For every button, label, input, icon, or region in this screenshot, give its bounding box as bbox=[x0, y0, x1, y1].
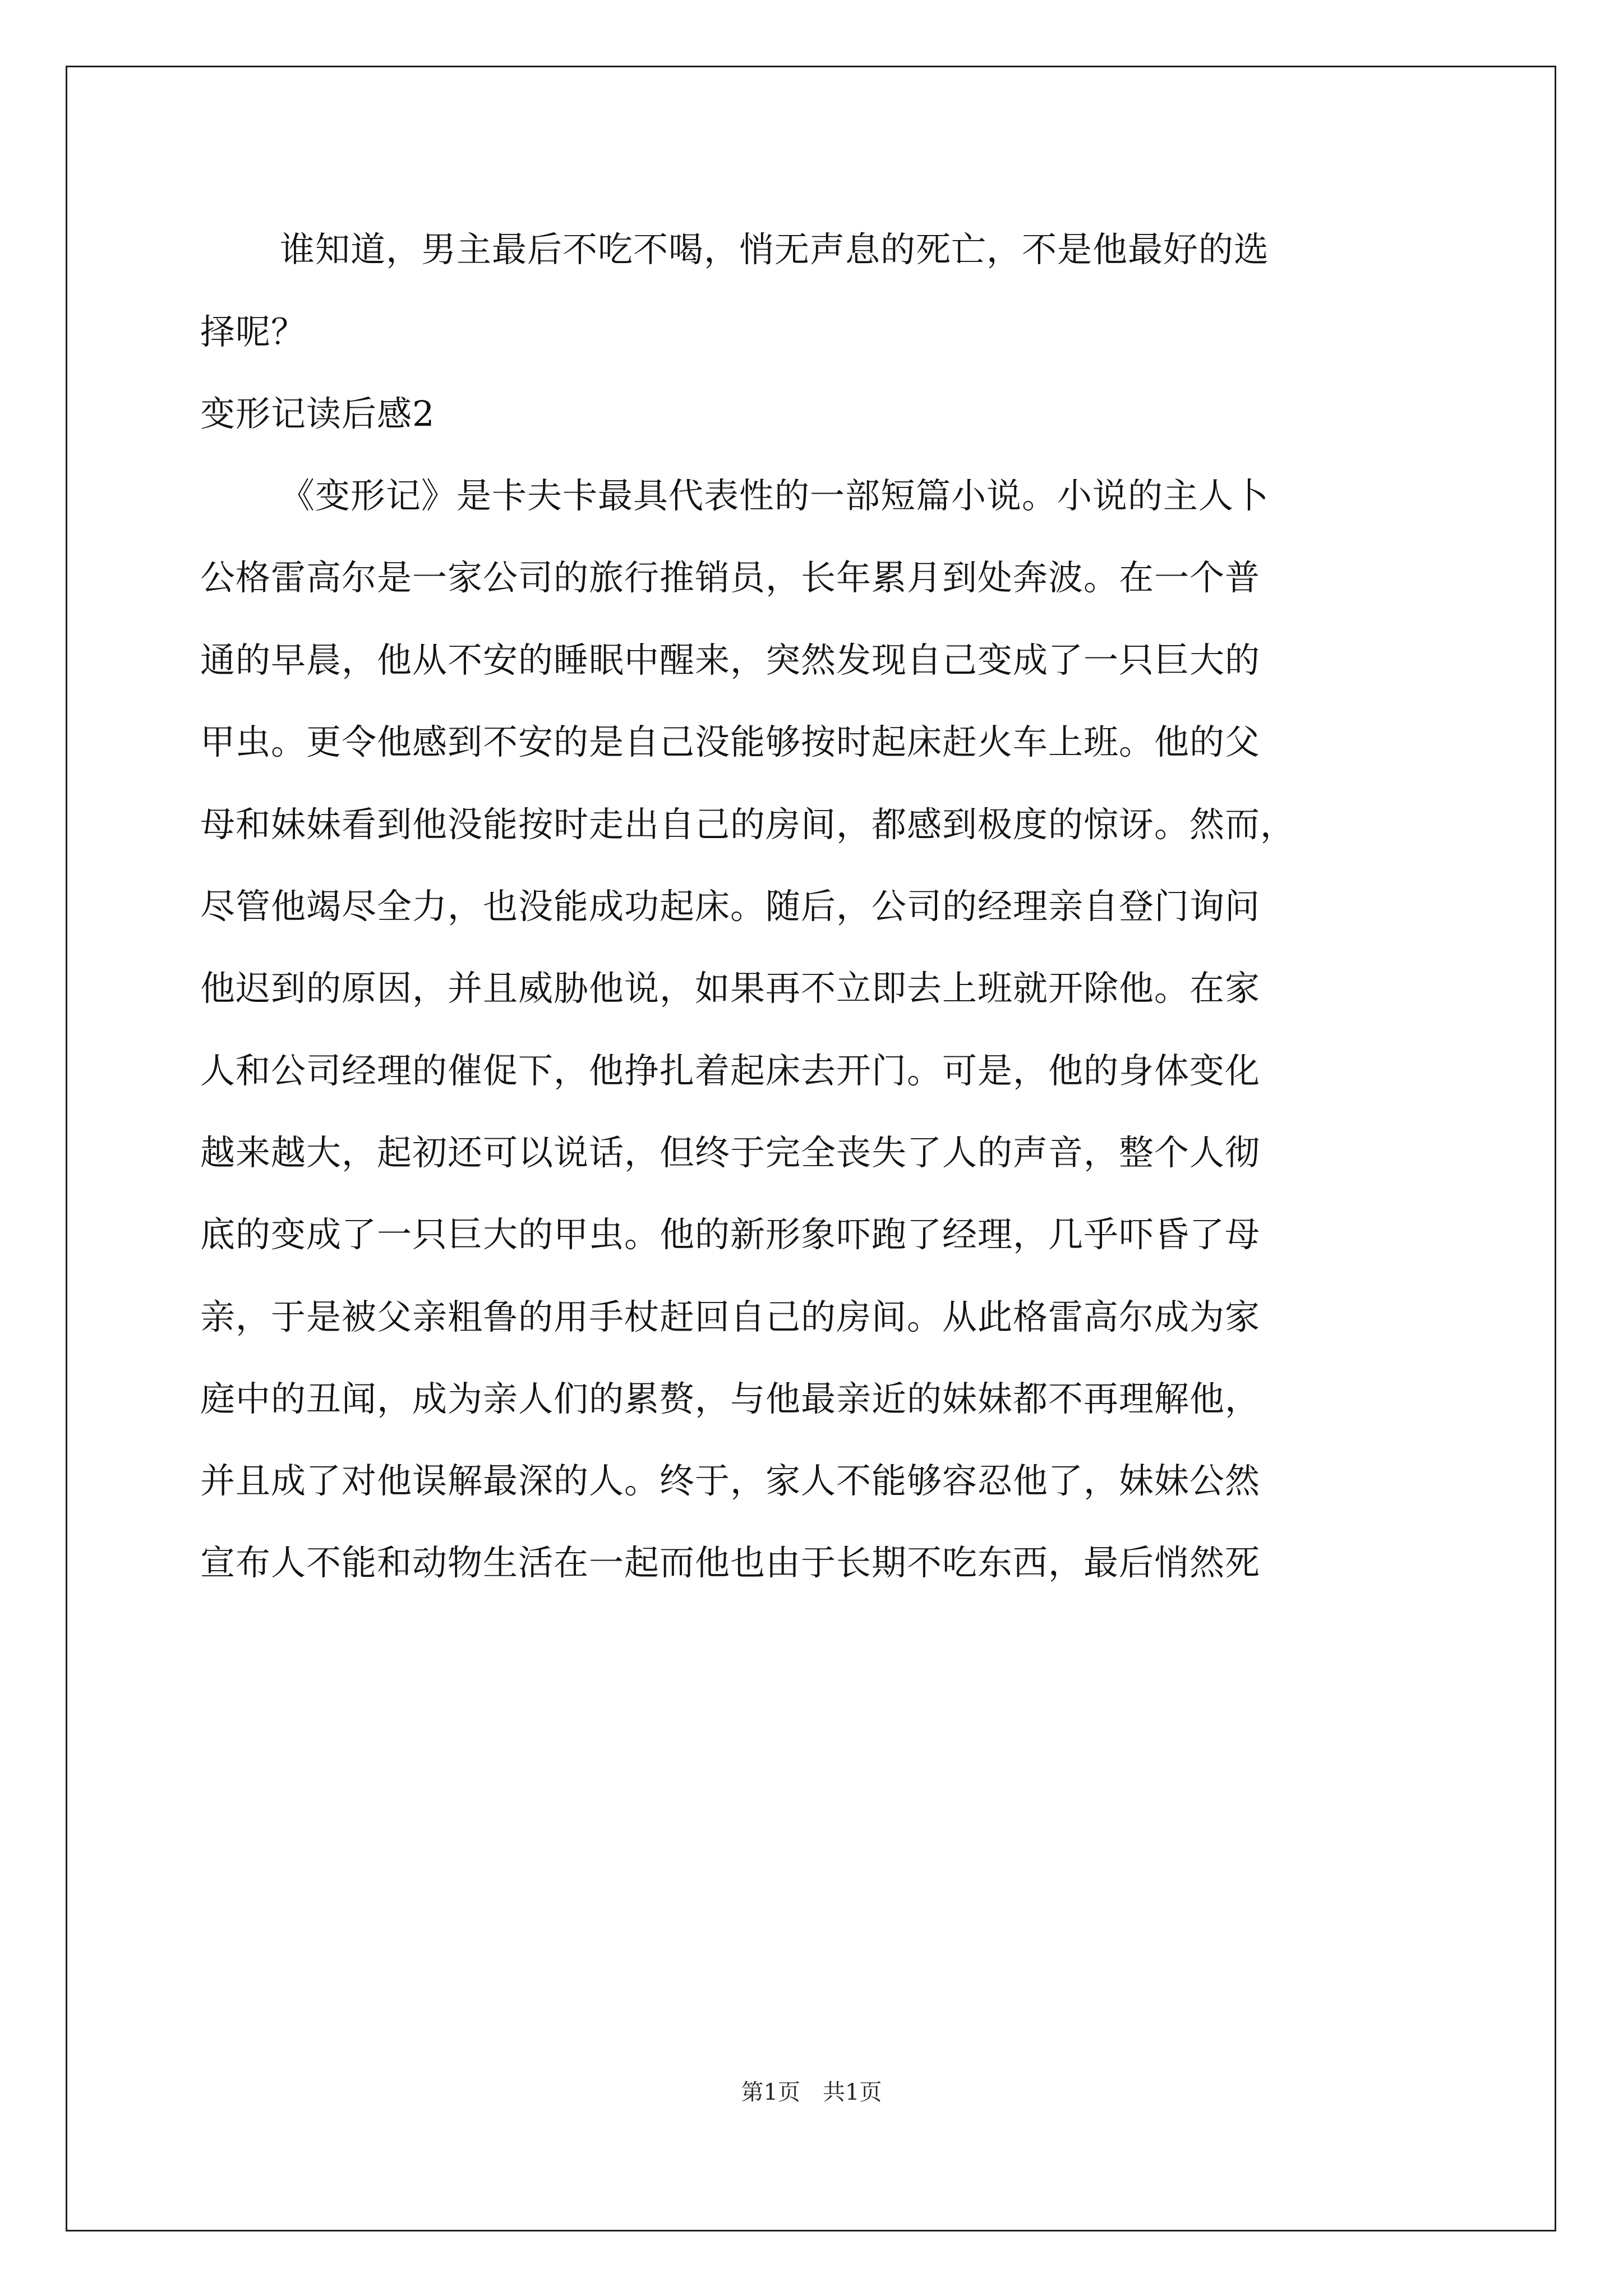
paragraph-line: 人和公司经理的催促下，他挣扎着起床去开门。可是，他的身体变化 bbox=[200, 1050, 1261, 1091]
paragraph-line: 公格雷高尔是一家公司的旅行推销员，长年累月到处奔波。在一个普 bbox=[200, 557, 1261, 598]
paragraph-line: 谁知道，男主最后不吃不喝，悄无声息的死亡，不是他最好的选 bbox=[280, 229, 1270, 270]
paragraph-line: 庭中的丑闻，成为亲人们的累赘，与他最亲近的妹妹都不再理解他， bbox=[200, 1378, 1261, 1419]
paragraph-line: 母和妹妹看到他没能按时走出自己的房间，都感到极度的惊讶。然而， bbox=[200, 804, 1296, 845]
paragraph-line: 亲，于是被父亲粗鲁的用手杖赶回自己的房间。从此格雷高尔成为家 bbox=[200, 1296, 1261, 1337]
section-heading: 变形记读后感2 bbox=[200, 393, 435, 434]
paragraph-line: 他迟到的原因，并且威胁他说，如果再不立即去上班就开除他。在家 bbox=[200, 968, 1261, 1009]
paragraph-line: 通的早晨，他从不安的睡眠中醒来，突然发现自己变成了一只巨大的 bbox=[200, 639, 1261, 680]
page-footer: 第1页 共1页 bbox=[741, 2079, 882, 2105]
paragraph-line: 甲虫。更令他感到不安的是自己没能够按时起床赶火车上班。他的父 bbox=[200, 721, 1261, 762]
paragraph-line: 《变形记》是卡夫卡最具代表性的一部短篇小说。小说的主人卜 bbox=[280, 475, 1270, 516]
paragraph-line: 底的变成了一只巨大的甲虫。他的新形象吓跑了经理，几乎吓昏了母 bbox=[200, 1214, 1261, 1255]
paragraph-line: 越来越大，起初还可以说话，但终于完全丧失了人的声音，整个人彻 bbox=[200, 1132, 1261, 1173]
paragraph-line: 宣布人不能和动物生活在一起而他也由于长期不吃东西，最后悄然死 bbox=[200, 1542, 1261, 1583]
paragraph-line: 并且成了对他误解最深的人。终于，家人不能够容忍他了，妹妹公然 bbox=[200, 1460, 1261, 1501]
paragraph-line: 择呢？ bbox=[200, 311, 307, 352]
paragraph-line: 尽管他竭尽全力，也没能成功起床。随后，公司的经理亲自登门询问 bbox=[200, 886, 1261, 927]
